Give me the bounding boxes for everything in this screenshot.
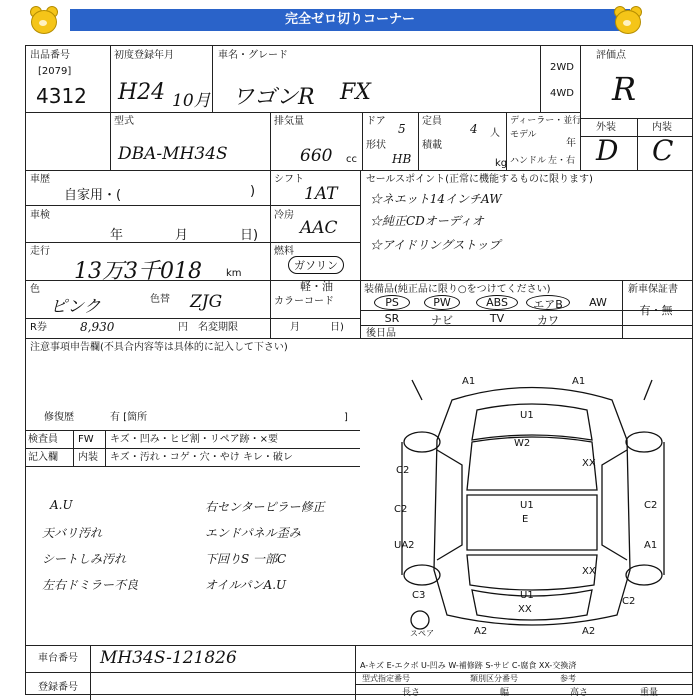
remark-left: 左右ドミラー不良 — [42, 578, 139, 592]
damage-mark: A2 — [474, 626, 488, 637]
inspector-row2-head: 内装 — [78, 452, 98, 463]
equip-leather: カワ — [537, 314, 559, 327]
displacement-unit: cc — [346, 154, 357, 165]
inspector-label: 検査員 — [28, 434, 58, 445]
car-grade: FX — [340, 80, 371, 105]
banner-title: 完全ゼロ切りコーナー — [70, 9, 630, 31]
type-value: DBA-MH34S — [118, 144, 228, 164]
repair-history-close: ] — [344, 412, 348, 423]
car-name-label: 車名・グレード — [218, 50, 288, 61]
drive-2wd: 2WD — [550, 62, 574, 73]
damage-mark: UA2 — [394, 540, 415, 551]
score-value: R — [612, 70, 637, 108]
color-value: ピンク — [50, 297, 101, 317]
damage-mark: XX — [582, 566, 596, 577]
inspection-label: 車検 — [30, 210, 50, 221]
remark-right: 下回りS 一部C — [205, 552, 287, 566]
door-label: ドア — [366, 116, 386, 127]
lot-number: 4312 — [36, 84, 87, 108]
displacement-value: 660 — [300, 146, 333, 166]
damage-mark: C3 — [412, 590, 426, 601]
usage-label: 車歴 — [30, 174, 50, 185]
ac-label: 冷房 — [274, 210, 294, 221]
damage-mark: U1 — [520, 590, 534, 601]
reference-label: 参考 — [560, 674, 576, 683]
model-label: モデル — [510, 130, 537, 140]
damage-mark: U1 — [520, 410, 534, 421]
damage-mark: E — [522, 514, 529, 525]
handle-label: ハンドル — [510, 156, 547, 166]
shift-label: シフト — [274, 174, 304, 185]
load-unit: kg — [495, 158, 508, 169]
type-designation-label: 型式指定番号 — [362, 674, 410, 683]
seat-label: 定員 — [422, 116, 442, 127]
displacement-label: 排気量 — [274, 116, 304, 127]
rear-items-label: 後日品 — [366, 328, 396, 339]
exterior-label: 外装 — [596, 122, 616, 133]
lot-label: 出品番号 — [30, 50, 70, 61]
type-label: 型式 — [114, 116, 134, 127]
reg-date-label: 初度登録年月 — [114, 50, 174, 61]
color-code-label: カラーコード — [274, 296, 334, 307]
equip-abs: ABS — [474, 296, 520, 309]
car-model: ワゴンR — [232, 85, 315, 110]
fuel-value: ガソリン — [288, 256, 344, 274]
damage-mark: U1 — [520, 500, 534, 511]
equip-tv: TV — [489, 312, 505, 325]
width-label: 幅 — [500, 688, 510, 698]
model-year-unit: 年 — [566, 138, 576, 149]
manual-value: 有・無 — [639, 304, 673, 317]
recycle-label: R券 — [30, 322, 47, 333]
fuel-diesel: 軽・油 — [300, 280, 333, 293]
mileage-unit: km — [226, 268, 242, 279]
mascot-bear-icon — [612, 5, 642, 35]
equip-navi: ナビ — [431, 314, 453, 327]
shape-value: HB — [392, 152, 412, 166]
damage-mark: C2 — [644, 500, 658, 511]
equip-pw: PW — [422, 296, 462, 309]
seat-value: 4 — [470, 122, 478, 136]
inspector-row1-head: FW — [78, 434, 94, 445]
repair-history-value: 有 [箇所 — [110, 412, 148, 423]
remark-left: シートしみ汚れ — [42, 552, 127, 566]
remark-left: 天バリ汚れ — [42, 526, 103, 540]
damage-mark: XX — [518, 604, 532, 615]
color-change-value: ZJG — [190, 292, 223, 312]
mileage-value: 13万3千018 — [74, 259, 202, 284]
usage-close: ) — [250, 184, 256, 199]
shape-label: 形状 — [366, 140, 386, 151]
inspection-year: 年 — [110, 228, 124, 243]
registration-label: 登録番号 — [38, 682, 78, 693]
damage-mark: C2 — [396, 465, 410, 476]
chassis-value: MH34S-121826 — [100, 648, 237, 668]
reg-month: 10月 — [172, 91, 211, 111]
remark-left: A.U — [50, 498, 73, 512]
entry-label: 記入欄 — [28, 452, 58, 463]
exterior-grade: D — [596, 134, 619, 167]
lot-code: [2079] — [38, 66, 72, 77]
fuel-label: 燃料 — [274, 246, 294, 257]
remark-right: 右センターピラー修正 — [205, 500, 325, 514]
equip-sr: SR — [384, 312, 400, 325]
score-label: 評価点 — [596, 50, 626, 61]
chassis-label: 車台番号 — [38, 653, 78, 664]
remark-right: エンドパネル歪み — [205, 526, 301, 540]
recycle-unit: 円 — [178, 322, 188, 333]
handle-value: 左・右 — [548, 156, 576, 166]
damage-mark: XX — [582, 458, 596, 469]
seat-unit: 人 — [490, 128, 500, 139]
equip-ps: PS — [372, 296, 412, 309]
reg-era: H24 — [118, 80, 166, 105]
inspection-month: 月 — [175, 228, 189, 243]
sale-point-item: ☆純正CDオーディオ — [370, 214, 484, 228]
mileage-label: 走行 — [30, 246, 50, 257]
ac-value: AAC — [300, 218, 338, 238]
height-label: 高さ — [570, 688, 589, 698]
damage-mark: A1 — [644, 540, 658, 551]
equip-aw: AW — [589, 296, 607, 309]
color-label: 色 — [30, 284, 40, 295]
spare-label: スペア — [410, 629, 434, 638]
length-label: 長さ — [402, 688, 421, 698]
limit-day: 日) — [330, 322, 344, 333]
sale-point-item: ☆アイドリングストップ — [370, 238, 501, 252]
damage-mark: W2 — [514, 438, 531, 449]
banner — [0, 0, 700, 42]
drive-4wd: 4WD — [550, 88, 574, 99]
damage-mark: A1 — [572, 376, 586, 387]
remark-right: オイルパンA.U — [205, 578, 287, 592]
equipment-label: 装備品(純正品に限り○をつけてください) — [364, 284, 551, 295]
usage-value: 自家用・( — [64, 188, 122, 203]
weight-label: 重量 — [640, 688, 659, 698]
class-number-label: 類別区分番号 — [470, 674, 518, 683]
repair-history-label: 修復歴 — [44, 412, 74, 423]
sale-points-label: セールスポイント(正常に機能するものに限ります) — [366, 174, 593, 185]
limit-month: 月 — [290, 322, 300, 333]
load-label: 積載 — [422, 140, 442, 151]
inspection-day: 日) — [240, 228, 259, 243]
door-value: 5 — [398, 122, 406, 136]
equip-airbag: エアB — [524, 296, 572, 312]
damage-mark: A2 — [582, 626, 596, 637]
dealer-label: ディーラー・並行 — [510, 116, 582, 126]
damage-mark: C2 — [394, 504, 408, 515]
inspector-row2: キズ・汚れ・コゲ・穴・やけ キレ・破レ — [110, 452, 293, 463]
recycle-value: 8,930 — [80, 320, 115, 334]
damage-mark: C2 — [622, 596, 636, 607]
new-manual-label: 新車保証書 — [628, 284, 678, 295]
inspector-row1: キズ・凹み・ヒビ割・リペア跡・×要 — [110, 434, 278, 445]
damage-legend: A-キズ E-エクボ U-凹み W-補修跡 S-サビ C-腐食 XX-交換済 — [360, 661, 577, 670]
notes-label: 注意事項申告欄(不具合内容等は具体的に記入して下さい) — [30, 342, 288, 353]
color-change-label: 色替 — [150, 294, 170, 305]
interior-label: 内装 — [652, 122, 672, 133]
shift-value: 1AT — [304, 184, 338, 204]
name-change-label: 名変期限 — [198, 322, 238, 333]
damage-mark: A1 — [462, 376, 476, 387]
car-damage-diagram — [382, 370, 682, 640]
sale-point-item: ☆ネエット14インチAW — [370, 192, 502, 206]
mascot-bear-icon — [28, 5, 58, 35]
interior-grade: C — [652, 134, 674, 167]
